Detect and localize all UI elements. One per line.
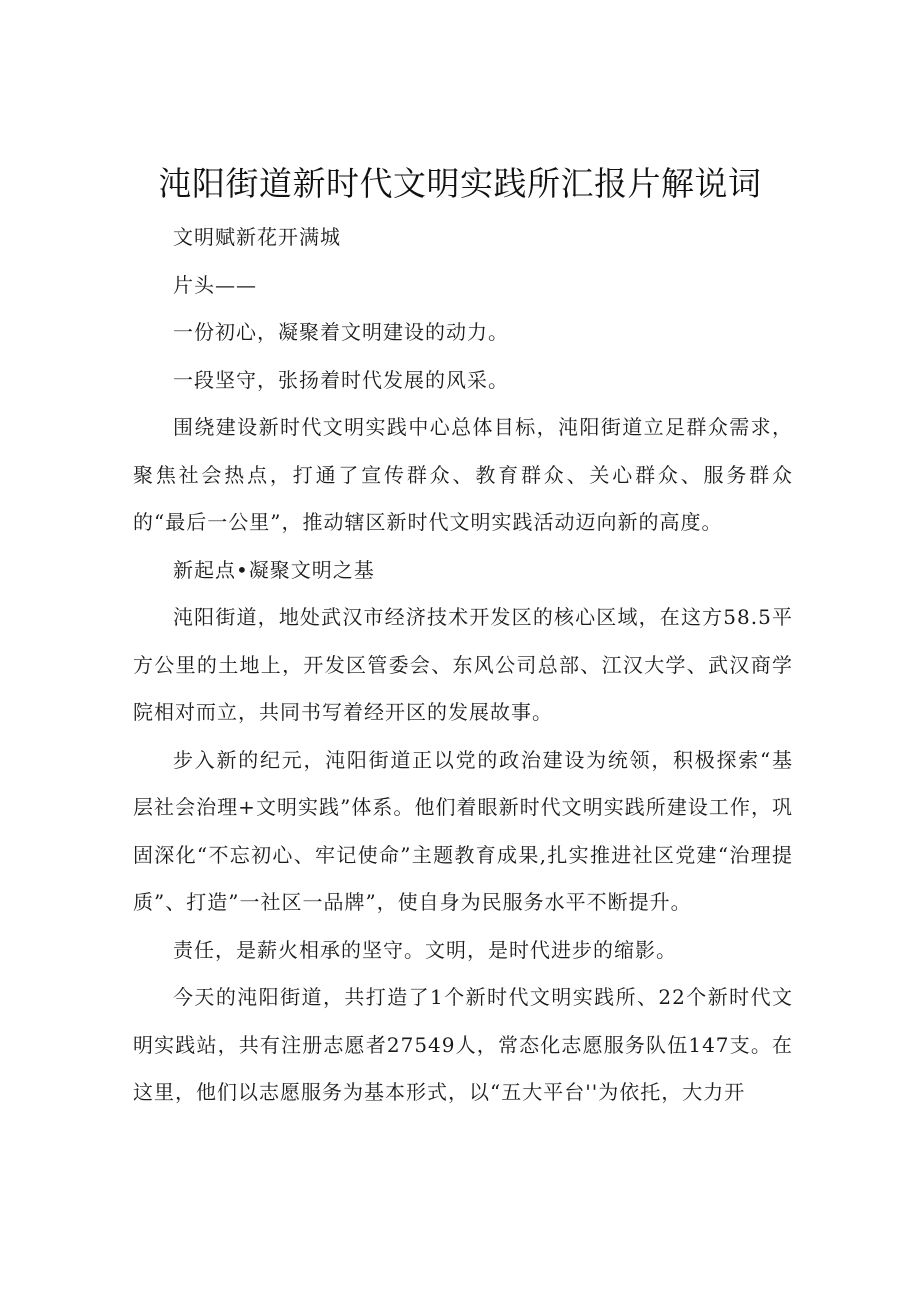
paragraph: 步入新的纪元，沌阳街道正以党的政治建设为统领，积极探索“基层社会治理+文明实践”体系。他们着眼新时代文明实践所建设工作，巩固深化“不忘初心、牢记使命”主题教育成果,扎实推进社区党建“治理提质”、打造”一社区一品牌”，使自身为民服务水平不断提升。	[133, 747, 793, 914]
paragraph: 沌阳街道，地处武汉市经济技术开发区的核心区域，在这方58.5平方公里的土地上，开发区管委会、东风公司总部、江汉大学、武汉商学院相对而立，共同书写着经开区的发展故事。	[133, 605, 793, 724]
paragraph: 责任，是薪火相承的坚守。文明，是时代进步的缩影。	[173, 937, 677, 962]
paragraph-subtitle: 文明赋新花开满城	[173, 225, 341, 249]
paragraph-section-opening: 片头——	[173, 272, 257, 297]
paragraph: 今天的沌阳街道，共打造了1个新时代文明实践所、22个新时代文明实践站，共有注册志愿者27549人，常态化志愿服务队伍147支。在这里，他们以志愿服务为基本形式，以“五大平台''为依托，大力开	[133, 985, 793, 1104]
paragraph: 围绕建设新时代文明实践中心总体目标，沌阳街道立足群众需求，聚焦社会热点，打通了宣传群众、教育群众、关心群众、服务群众的“最后一公里”，推动辖区新时代文明实践活动迈向新的高度。	[133, 415, 793, 534]
paragraph: 一段坚守，张扬着时代发展的风采。	[173, 367, 509, 392]
document-body	[133, 214, 793, 1117]
document-title: 沌阳街道新时代文明实践所汇报片解说词	[158, 164, 762, 203]
paragraph-section-heading: 新起点•凝聚文明之基	[173, 557, 375, 582]
paragraph: 一份初心，凝聚着文明建设的动力。	[173, 320, 509, 344]
